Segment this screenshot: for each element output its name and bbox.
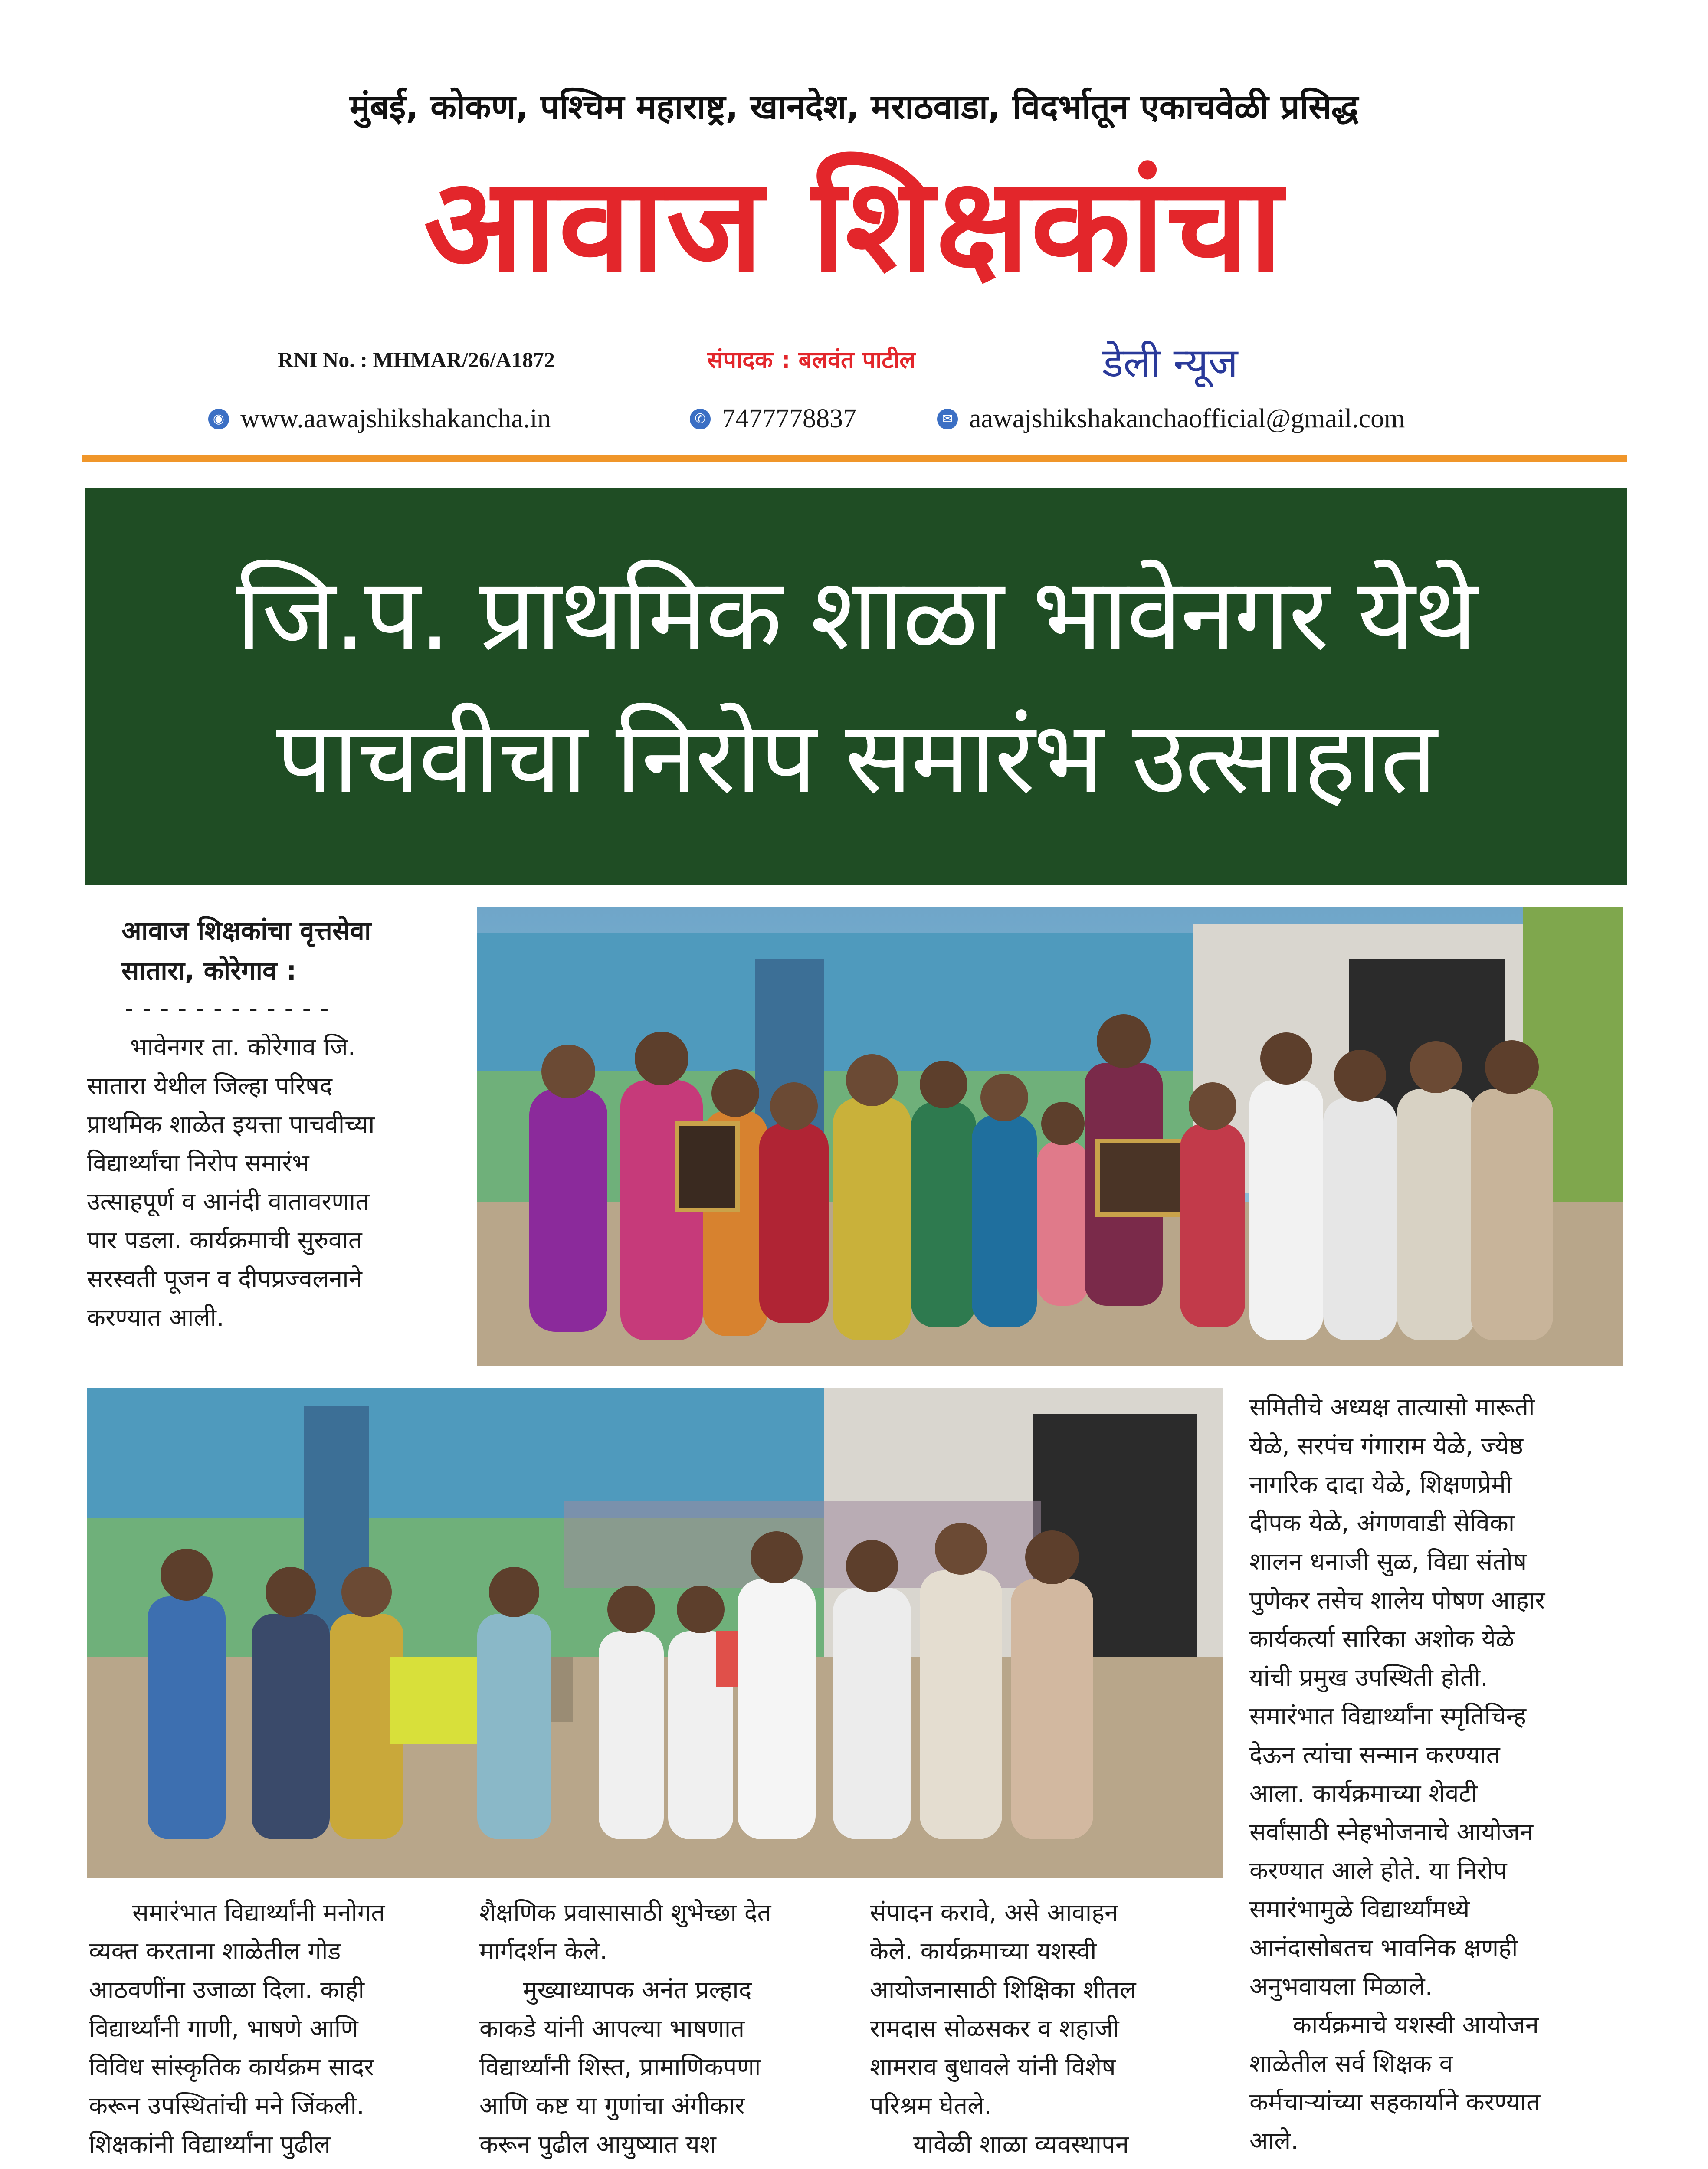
text-line: रामदास सोळसकर व शहाजी xyxy=(870,2015,1119,2043)
contact-website[interactable] xyxy=(208,403,551,434)
text-line: समारंभात विद्यार्थ्यांनी मनोगत xyxy=(132,1899,385,1927)
email-text: aawajshikshakanchaofficial@gmail.com xyxy=(969,404,1405,433)
text-line: करण्यात आले होते. या निरोप xyxy=(1249,1857,1507,1885)
text-line: अनुभवायला मिळाले. xyxy=(1249,1972,1433,2001)
text-line: सरस्वती पूजन व दीपप्रज्वलनाने xyxy=(87,1265,362,1293)
text-line: विविध सांस्कृतिक कार्यक्रम सादर xyxy=(89,2053,374,2081)
text-line: परिश्रम घेतले. xyxy=(870,2092,992,2120)
text-line: शिक्षकांनी विद्यार्थ्यांना पुढील xyxy=(89,2130,331,2159)
text-line: करण्यात आली. xyxy=(87,1304,224,1332)
event-photo-1 xyxy=(477,907,1623,1366)
masthead-title: आवाज शिक्षकांचा xyxy=(423,150,1285,301)
text-line: मुख्याध्यापक अनंत प्रल्हाद xyxy=(523,1976,752,2004)
headline-line-2: पाचवीचा निरोप समारंभ उत्साहात xyxy=(276,700,1436,816)
text-line: कर्मचाऱ्यांच्या सहकार्याने करण्यात xyxy=(1249,2088,1541,2117)
text-line: शैक्षणिक प्रवासासाठी शुभेच्छा देत xyxy=(479,1899,771,1927)
text-line: उत्साहपूर्ण व आनंदी वातावरणात xyxy=(87,1188,370,1216)
text-line: करून पुढील आयुष्यात यश xyxy=(479,2130,716,2159)
text-line: नागरिक दादा येळे, शिक्षणप्रेमी xyxy=(1249,1471,1512,1499)
text-line: विद्यार्थ्यांनी शिस्त, प्रामाणिकपणा xyxy=(479,2053,761,2081)
text-line: सातारा येथील जिल्हा परिषद xyxy=(87,1072,333,1100)
article-column-bottom-2 xyxy=(479,1894,844,2164)
text-line: येळे, सरपंच गंगाराम येळे, ज्येष्ठ xyxy=(1249,1432,1523,1460)
event-photo-2 xyxy=(87,1388,1223,1878)
text-line: समितीचे अध्यक्ष तात्यासो मारूती xyxy=(1249,1393,1535,1422)
text-line: काकडे यांनी आपल्या भाषणात xyxy=(479,2015,745,2043)
text-line: आयोजनासाठी शिक्षिका शीतल xyxy=(870,1976,1136,2004)
article-column-intro xyxy=(87,1028,451,1337)
phone-icon: ✆ xyxy=(690,409,711,429)
text-line: आला. कार्यक्रमाच्या शेवटी xyxy=(1249,1779,1478,1808)
text-line: पुणेकर तसेच शालेय पोषण आहार xyxy=(1249,1586,1545,1615)
text-line: समारंभामुळे विद्यार्थ्यांमध्ये xyxy=(1249,1895,1470,1923)
byline-location: सातारा, कोरेगाव : xyxy=(121,956,297,986)
text-line: कार्यकर्त्या सारिका अशोक येळे xyxy=(1249,1625,1515,1653)
article-column-bottom-1 xyxy=(89,1894,453,2164)
masthead-regions: मुंबई, कोकण, पश्चिम महाराष्ट्र, खानदेश, मराठवाडा, विदर्भातून एकाचवेळी प्रसिद्ध xyxy=(349,88,1359,127)
text-line: आनंदासोबतच भावनिक क्षणही xyxy=(1249,1934,1518,1962)
text-line: यावेळी शाळा व्यवस्थापन xyxy=(913,2130,1129,2159)
text-line: कार्यक्रमाचे यशस्वी आयोजन xyxy=(1293,2011,1539,2039)
editor-credit: संपादक : बलवंत पाटील xyxy=(707,346,916,374)
byline-agency: आवाज शिक्षकांचा वृत्तसेवा xyxy=(121,916,371,946)
text-line: आठवणींना उजाळा दिला. काही xyxy=(89,1976,364,2004)
text-line: दीपक येळे, अंगणवाडी सेविका xyxy=(1249,1509,1515,1537)
byline-separator: ------------ xyxy=(121,993,335,1023)
text-line: पार पडला. कार्यक्रमाची सुरुवात xyxy=(87,1226,362,1255)
globe-icon: ◉ xyxy=(208,409,229,429)
text-line: आणि कष्ट या गुणांचा अंगीकार xyxy=(479,2092,745,2120)
edition-label: डेली न्यूज xyxy=(1102,340,1238,386)
text-line: भावेनगर ता. कोरेगाव जि. xyxy=(130,1033,356,1062)
text-line: आले. xyxy=(1249,2127,1299,2155)
text-line: शालन धनाजी सुळ, विद्या संतोष xyxy=(1249,1548,1527,1576)
contact-phone[interactable] xyxy=(690,403,856,434)
rni-number: RNI No. : MHMAR/26/A1872 xyxy=(278,347,555,372)
text-line: मार्गदर्शन केले. xyxy=(479,1937,607,1966)
text-line: सर्वांसाठी स्नेहभोजनाचे आयोजन xyxy=(1249,1818,1534,1846)
text-line: संपादन करावे, असे आवाहन xyxy=(870,1899,1118,1927)
text-line: देऊन त्यांचा सन्मान करण्यात xyxy=(1249,1741,1500,1769)
website-text: www.aawajshikshakancha.in xyxy=(240,404,551,433)
text-line: शाळेतील सर्व शिक्षक व xyxy=(1249,2050,1453,2078)
headline-banner xyxy=(85,488,1627,885)
text-line: व्यक्त करताना शाळेतील गोड xyxy=(89,1937,341,1966)
text-line: शामराव बुधावले यांनी विशेष xyxy=(870,2053,1116,2081)
text-line: समारंभात विद्यार्थ्यांना स्मृतिचिन्ह xyxy=(1249,1702,1526,1730)
text-line: विद्यार्थ्यांनी गाणी, भाषणे आणि xyxy=(89,2015,358,2043)
byline xyxy=(121,911,434,991)
headline-line-1: जि.प. प्राथमिक शाळा भावेनगर येथे xyxy=(236,557,1476,673)
text-line: प्राथमिक शाळेत इयत्ता पाचवीच्या xyxy=(87,1111,375,1139)
phone-text: 7477778837 xyxy=(722,404,856,433)
text-line: केले. कार्यक्रमाच्या यशस्वी xyxy=(870,1937,1097,1966)
article-column-bottom-3 xyxy=(870,1894,1234,2164)
masthead-divider xyxy=(82,455,1627,462)
text-line: यांची प्रमुख उपस्थिती होती. xyxy=(1249,1664,1488,1692)
text-line: विद्यार्थ्यांचा निरोप समारंभ xyxy=(87,1149,309,1177)
contact-email[interactable] xyxy=(937,403,1405,434)
text-line: करून उपस्थितांची मने जिंकली. xyxy=(89,2092,364,2120)
article-column-right xyxy=(1249,1388,1623,2160)
email-icon: ✉ xyxy=(937,409,958,429)
